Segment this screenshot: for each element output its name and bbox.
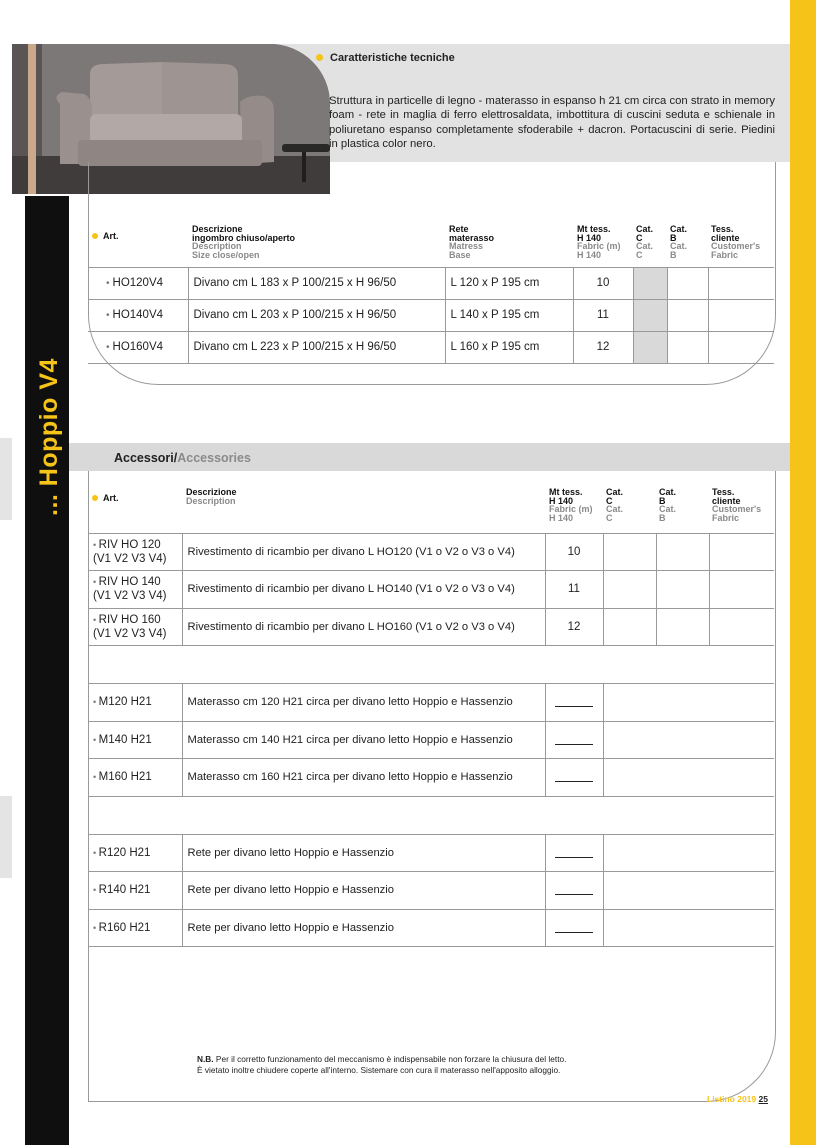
col-tess: Tess. cliente Customer's Fabric	[712, 487, 762, 523]
col-mt: Mt tess. H 140 Fabric (m) H 140	[549, 487, 593, 523]
blank-line	[555, 732, 593, 745]
mt-cell	[545, 834, 603, 872]
col-tess: Tess. cliente Customer's Fabric	[711, 224, 761, 260]
cat-c-cell	[603, 608, 656, 646]
mt-cell: 10	[573, 267, 633, 299]
blank-line	[555, 694, 593, 707]
mt-cell: 10	[545, 533, 603, 571]
desc-cell: Rivestimento di ricambio per divano L HO160 (V1 o V2 o V3 o V4)	[182, 608, 545, 646]
table-row	[88, 299, 774, 331]
rete-cell: L 140 x P 195 cm	[445, 299, 573, 331]
table-row	[88, 608, 774, 646]
table-header-row	[88, 485, 774, 533]
mt-cell	[545, 872, 603, 910]
mt-cell	[545, 684, 603, 722]
table-row	[88, 684, 774, 722]
rete-cell: L 160 x P 195 cm	[445, 331, 573, 363]
desc-cell: Divano cm L 223 x P 100/215 x H 96/50	[188, 331, 445, 363]
table-header-row	[88, 222, 774, 267]
empty-cell	[603, 684, 774, 722]
tess-cell	[708, 331, 774, 363]
cat-c-cell	[633, 331, 667, 363]
cat-b-cell	[667, 267, 708, 299]
art-cell: • RIV HO 140 (V1 V2 V3 V4)	[88, 571, 182, 609]
yellow-side-bar	[790, 0, 816, 1145]
art-cell: • M160 H21	[88, 759, 182, 797]
tess-cell	[709, 533, 774, 571]
accessories-table	[88, 485, 774, 947]
tess-cell	[709, 608, 774, 646]
blank-line	[555, 920, 593, 933]
mt-cell	[545, 759, 603, 797]
empty-cell	[603, 909, 774, 947]
accessories-title: Accessori/Accessories	[114, 451, 251, 465]
cat-b-cell	[656, 608, 709, 646]
art-cell: • R140 H21	[88, 872, 182, 910]
table-row	[88, 533, 774, 571]
col-cat-c: Cat. C Cat. C	[636, 224, 654, 260]
page-number: 25	[758, 1094, 768, 1104]
table-row	[88, 571, 774, 609]
empty-cell	[603, 834, 774, 872]
mt-cell: 11	[545, 571, 603, 609]
product-table	[88, 222, 774, 364]
page-edge-tab	[0, 438, 12, 520]
tech-heading	[316, 52, 455, 64]
note-text: N.B. Per il corretto funzionamento del meccanismo è indispensabile non forzare la chiusura del letto. È vietato inoltre chiudere coperte all'interno. Sistemare con cura il materasso nell'apposito alloggio.	[197, 1054, 567, 1075]
art-cell: • R160 H21	[88, 909, 182, 947]
empty-cell	[603, 759, 774, 797]
art-cell: • HO160V4	[88, 331, 188, 363]
col-art: Art.	[88, 222, 188, 267]
footer-label: Listino 2019	[707, 1094, 757, 1104]
bullet-icon	[92, 233, 98, 239]
col-cat-b: Cat. B Cat. B	[659, 487, 677, 523]
product-title-text: ... Hoppio V4	[35, 358, 63, 516]
tech-description: Struttura in particelle di legno - materasso in espanso h 21 cm circa con strato in memory foam - rete in maglia di ferro elettrosaldata, imbottitura di cuscini seduta e schienale in poliuretano espanso completamente sfoderabile + dacron. Portacuscini di serie. Piedini in plastica color nero.	[329, 95, 775, 151]
desc-cell: Rivestimento di ricambio per divano L HO140 (V1 o V2 o V3 o V4)	[182, 571, 545, 609]
col-description: Descrizione Description	[186, 487, 237, 506]
spacer-row	[88, 646, 774, 684]
mt-cell	[545, 909, 603, 947]
desc-cell: Materasso cm 160 H21 circa per divano letto Hoppio e Hassenzio	[182, 759, 545, 797]
cat-b-cell	[667, 331, 708, 363]
art-cell: • RIV HO 160 (V1 V2 V3 V4)	[88, 608, 182, 646]
art-cell: • R120 H21	[88, 834, 182, 872]
col-cat-b: Cat. B Cat. B	[670, 224, 688, 260]
blank-line	[555, 845, 593, 858]
table-row	[88, 834, 774, 872]
page-footer	[707, 1094, 768, 1104]
blank-line	[555, 769, 593, 782]
desc-cell: Rete per divano letto Hoppio e Hassenzio	[182, 872, 545, 910]
empty-cell	[603, 872, 774, 910]
col-cat-c: Cat. C Cat. C	[606, 487, 624, 523]
desc-cell: Divano cm L 203 x P 100/215 x H 96/50	[188, 299, 445, 331]
desc-cell: Rete per divano letto Hoppio e Hassenzio	[182, 834, 545, 872]
cat-c-cell	[633, 299, 667, 331]
desc-cell: Divano cm L 183 x P 100/215 x H 96/50	[188, 267, 445, 299]
mt-cell	[545, 721, 603, 759]
desc-cell: Rete per divano letto Hoppio e Hassenzio	[182, 909, 545, 947]
table-row	[88, 721, 774, 759]
page-edge-tab	[0, 796, 12, 878]
desc-cell: Rivestimento di ricambio per divano L HO120 (V1 o V2 o V3 o V4)	[182, 533, 545, 571]
cat-b-cell	[667, 299, 708, 331]
table-row	[88, 267, 774, 299]
table-row	[88, 872, 774, 910]
spacer-row	[88, 796, 774, 834]
table-row	[88, 909, 774, 947]
art-cell: • RIV HO 120 (V1 V2 V3 V4)	[88, 533, 182, 571]
desc-cell: Materasso cm 120 H21 circa per divano letto Hoppio e Hassenzio	[182, 684, 545, 722]
tech-heading-text: Caratteristiche tecniche	[330, 52, 455, 64]
cat-c-cell	[603, 571, 656, 609]
cat-b-cell	[656, 571, 709, 609]
blank-line	[555, 882, 593, 895]
cat-b-cell	[656, 533, 709, 571]
mt-cell: 11	[573, 299, 633, 331]
rete-cell: L 120 x P 195 cm	[445, 267, 573, 299]
desc-cell: Materasso cm 140 H21 circa per divano letto Hoppio e Hassenzio	[182, 721, 545, 759]
tess-cell	[708, 299, 774, 331]
art-cell: • HO120V4	[88, 267, 188, 299]
mt-cell: 12	[573, 331, 633, 363]
art-cell: • HO140V4	[88, 299, 188, 331]
art-cell: • M120 H21	[88, 684, 182, 722]
mt-cell: 12	[545, 608, 603, 646]
cat-c-cell	[603, 533, 656, 571]
art-cell: • M140 H21	[88, 721, 182, 759]
tess-cell	[708, 267, 774, 299]
cat-c-cell	[633, 267, 667, 299]
empty-cell	[603, 721, 774, 759]
col-rete: Rete materasso Matress Base	[449, 224, 495, 260]
col-mt: Mt tess. H 140 Fabric (m) H 140	[577, 224, 621, 260]
table-row	[88, 331, 774, 363]
bullet-icon	[92, 495, 98, 501]
col-art: Art.	[88, 485, 182, 533]
product-side-title	[25, 196, 69, 516]
tess-cell	[709, 571, 774, 609]
col-description: Descrizione ingombro chiuso/aperto Description Size close/open	[192, 224, 296, 260]
bullet-icon	[316, 54, 323, 61]
table-row	[88, 759, 774, 797]
